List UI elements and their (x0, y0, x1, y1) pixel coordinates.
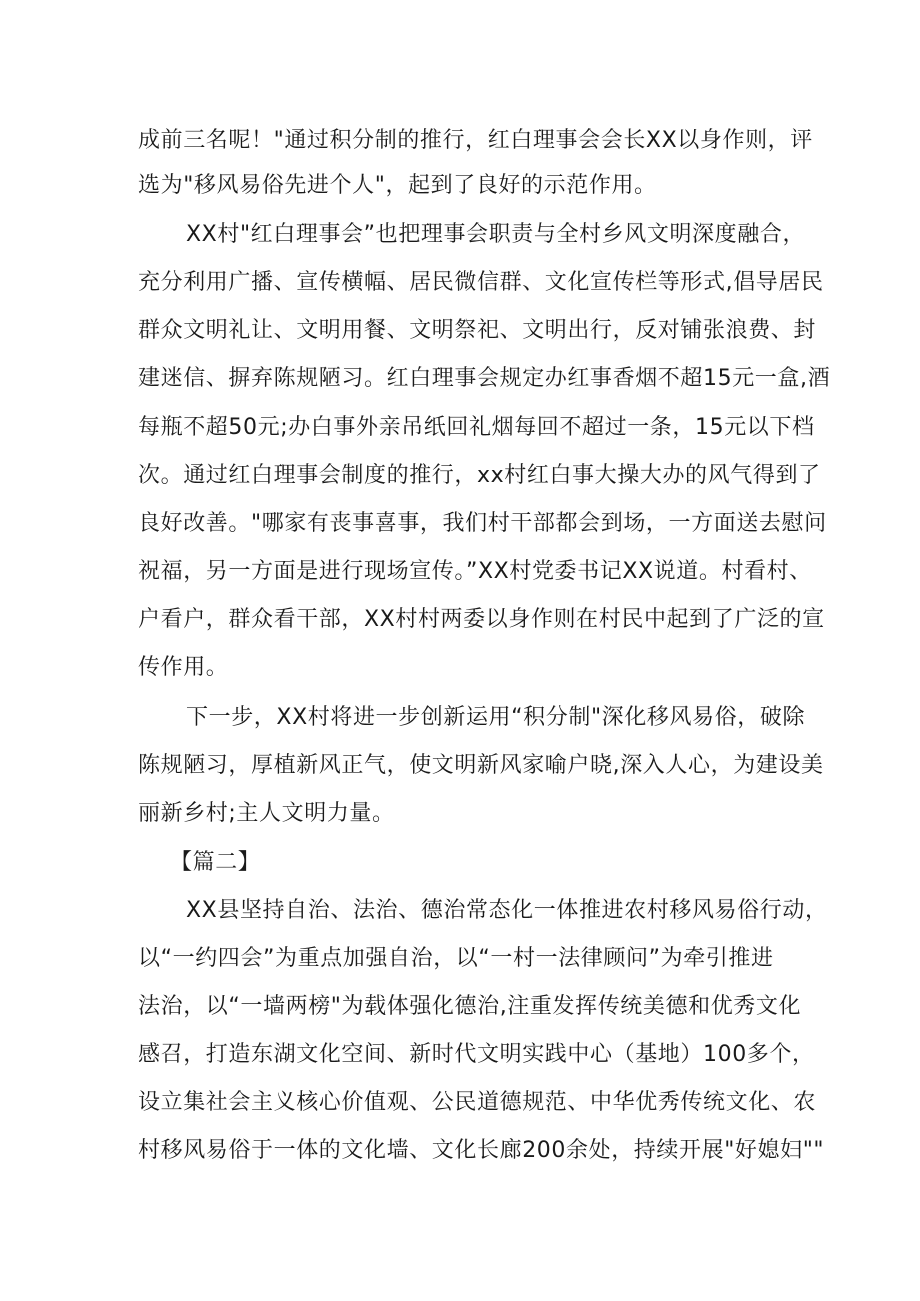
text-line: 户看户，群众看干部，XX村村两委以身作则在村民中起到了广泛的宣 (138, 607, 825, 632)
text-line: 祝福，另一方面是进行现场宣传。”XX村党委书记XX说道。村看村、 (138, 559, 812, 584)
paragraph-first-line: XX县坚持自治、法治、德治常态化一体推进农村移风易俗行动， (186, 898, 828, 923)
text-line: 感召，打造东湖文化空间、新时代文明实践中心（基地）100多个， (138, 1042, 815, 1067)
text-line: 陈规陋习，厚植新风正气，使文明新风家喻户晓,深入人心，为建设美 (138, 753, 824, 778)
section-heading: 【篇二】 (170, 850, 261, 875)
text-line: 选为"移风易俗先进个人"，起到了良好的示范作用。 (138, 173, 657, 198)
text-line: 充分利用广播、宣传横幅、居民微信群、文化宣传栏等形式,倡导居民 (138, 270, 824, 295)
paragraph-first-line: 下一步，XX村将进一步创新运用“积分制"深化移风易俗，破除 (186, 705, 806, 730)
text-line: 建迷信、摒弃陈规陋习。红白理事会规定办红事香烟不超15元一盒,酒 (138, 366, 831, 391)
text-line: 成前三名呢！"通过积分制的推行，红白理事会会长XX以身作则，评 (138, 128, 813, 153)
text-line: 设立集社会主义核心价值观、公民道德规范、中华优秀传统文化、农 (138, 1090, 817, 1115)
text-line: 每瓶不超50元;办白事外亲吊纸回礼烟每回不超过一条，15元以下档 (138, 415, 815, 440)
text-line: 法治，以“一墙两榜"为载体强化德治,注重发挥传统美德和优秀文化 (138, 994, 802, 1019)
text-line: 以“一约四会”为重点加强自治，以“一村一法律顾问”为牵引推进 (138, 946, 774, 971)
text-line: 村移风易俗于一体的文化墙、文化长廊200余处，持续开展"好媳妇"" (138, 1138, 825, 1163)
text-line: 丽新乡村;主人文明力量。 (138, 801, 395, 826)
paragraph-first-line: XX村"红白理事会”也把理事会职责与全村乡风文明深度融合， (186, 222, 806, 247)
text-line: 次。通过红白理事会制度的推行，xx村红白事大操大办的风气得到了 (138, 463, 821, 488)
text-line: 良好改善。"哪家有丧事喜事，我们村干部都会到场，一方面送去慰问 (138, 511, 827, 536)
text-line: 群众文明礼让、文明用餐、文明祭祀、文明出行，反对铺张浪费、封 (138, 318, 817, 343)
text-line: 传作用。 (138, 655, 229, 680)
